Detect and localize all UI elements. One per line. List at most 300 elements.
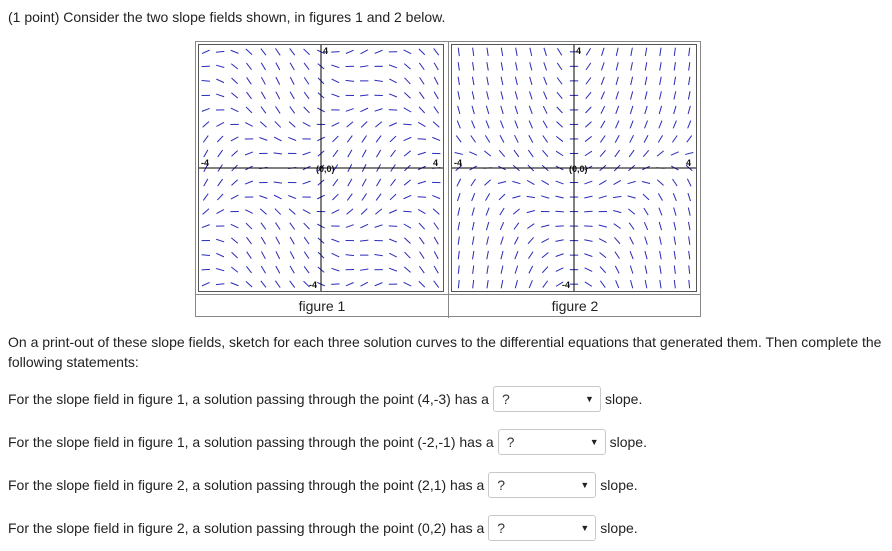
- slope-segment: [473, 251, 474, 259]
- slope-segment: [689, 251, 690, 259]
- slope-segment: [628, 196, 636, 198]
- slope-segment: [290, 77, 294, 84]
- slope-segment: [231, 180, 237, 186]
- slope-segment: [544, 48, 547, 56]
- slope-segment: [260, 122, 266, 128]
- slope-segment: [203, 136, 208, 143]
- slope-segment: [515, 91, 517, 99]
- dropdown-value: ?: [497, 477, 506, 493]
- slope-segment: [660, 77, 662, 85]
- slope-segment: [216, 253, 224, 256]
- slope-segment: [375, 225, 383, 228]
- slope-segment: [361, 122, 367, 128]
- slope-segment: [616, 62, 618, 70]
- slope-segment: [629, 223, 634, 230]
- slope-segment: [361, 282, 368, 286]
- slope-segment: [643, 150, 648, 156]
- slope-segment: [542, 180, 549, 184]
- slope-segment: [544, 77, 547, 85]
- slope-segment: [420, 252, 425, 259]
- slope-segment: [419, 49, 425, 55]
- slope-segment: [501, 266, 503, 274]
- slope-segment: [541, 196, 549, 198]
- slope-segment: [555, 211, 563, 212]
- slope-segment: [204, 150, 208, 157]
- slope-segment: [347, 194, 352, 201]
- slope-segment: [290, 266, 294, 273]
- slope-dropdown[interactable]: [493, 386, 601, 412]
- slope-segment: [202, 255, 210, 256]
- slope-segment: [628, 209, 634, 214]
- slope-segment: [217, 136, 223, 142]
- slope-segment: [276, 237, 280, 244]
- slope-segment: [455, 153, 463, 155]
- slope-segment: [231, 238, 237, 243]
- slope-segment: [433, 209, 439, 215]
- slope-segment: [218, 179, 223, 186]
- slope-segment: [615, 150, 620, 157]
- slope-segment: [645, 62, 647, 70]
- slope-segment: [515, 121, 518, 129]
- slope-segment: [203, 122, 209, 128]
- slope-segment: [486, 121, 489, 129]
- slope-segment: [290, 237, 294, 244]
- slope-segment: [458, 265, 459, 273]
- slope-segment: [346, 109, 354, 112]
- slope-segment: [528, 150, 533, 157]
- slope-segment: [501, 251, 503, 259]
- slope-segment: [585, 282, 592, 286]
- slope-segment: [375, 209, 381, 214]
- slope-segment: [599, 225, 607, 227]
- slope-segment: [542, 252, 548, 257]
- slope-segment: [530, 77, 532, 85]
- slope-segment: [246, 92, 251, 99]
- slope-segment: [458, 280, 459, 288]
- slope-segment: [404, 137, 412, 140]
- slope-segment: [390, 194, 396, 200]
- slope-segment: [529, 106, 532, 114]
- slope-segment: [434, 63, 438, 70]
- slope-segment: [405, 78, 411, 84]
- slope-segment: [500, 208, 504, 215]
- slope-segment: [304, 49, 310, 55]
- slope-segment: [404, 267, 410, 273]
- slope-segment: [515, 106, 518, 114]
- slope-segment: [501, 77, 503, 85]
- x-axis-min-label: -4: [454, 158, 463, 168]
- slope-segment: [276, 63, 280, 70]
- slope-segment: [458, 48, 459, 56]
- slope-segment: [362, 179, 366, 186]
- y-axis-max-label: 4: [323, 46, 329, 56]
- slope-field-figure-2: [451, 44, 697, 292]
- slope-segment: [557, 107, 563, 113]
- slope-segment: [332, 79, 340, 83]
- slope-segment: [274, 137, 281, 141]
- slope-segment: [557, 63, 562, 70]
- slope-segment: [232, 252, 238, 258]
- slope-segment: [216, 210, 223, 214]
- instructions-text: On a print-out of these slope fields, sketch for each three solution curves to the differential equations that generated them. Then complete the following statements:: [8, 334, 882, 370]
- slope-segment: [202, 282, 210, 285]
- slope-segment: [586, 107, 592, 113]
- slope-segment: [419, 266, 424, 273]
- slope-segment: [542, 150, 547, 156]
- slope-segment: [599, 180, 606, 184]
- slope-segment: [616, 280, 619, 288]
- slope-segment: [348, 150, 352, 157]
- slope-segment: [601, 92, 604, 100]
- slope-segment: [472, 121, 475, 129]
- question-row: [8, 515, 638, 541]
- slope-segment: [601, 77, 604, 85]
- slope-segment: [659, 208, 662, 216]
- slope-segment: [347, 122, 353, 127]
- slope-segment: [613, 210, 621, 212]
- slope-segment: [645, 106, 647, 114]
- slope-segment: [498, 182, 506, 184]
- slope-segment: [216, 65, 224, 67]
- slope-segment: [348, 179, 352, 186]
- slope-segment: [645, 77, 647, 85]
- slope-segment: [512, 196, 520, 198]
- slope-segment: [658, 193, 662, 200]
- slope-segment: [432, 137, 440, 140]
- slope-segment: [303, 181, 311, 184]
- dropdown-arrow-icon: ▼: [580, 523, 590, 533]
- slope-segment: [288, 196, 296, 199]
- slope-segment: [487, 237, 489, 245]
- slope-segment: [275, 209, 281, 215]
- figures-table: [195, 41, 701, 317]
- slope-segment: [246, 49, 252, 55]
- question-suffix: slope.: [600, 520, 638, 536]
- slope-segment: [529, 135, 533, 142]
- slope-segment: [274, 195, 281, 199]
- slope-segment: [514, 237, 518, 244]
- slope-segment: [472, 236, 474, 244]
- slope-segment: [660, 48, 661, 56]
- slope-segment: [432, 195, 440, 198]
- slope-segment: [389, 239, 397, 242]
- slope-segment: [689, 62, 690, 70]
- slope-segment: [673, 179, 678, 186]
- slope-segment: [585, 151, 592, 156]
- slope-dropdown[interactable]: [488, 515, 596, 541]
- question-text: For the slope field in figure 1, a solution passing through the point (4,-3) has a: [8, 391, 489, 407]
- slope-segment: [673, 193, 676, 201]
- slope-segment: [458, 222, 460, 230]
- slope-segment: [375, 109, 383, 112]
- slope-segment: [659, 121, 662, 129]
- slope-segment: [231, 267, 238, 272]
- slope-segment: [600, 267, 606, 273]
- slope-segment: [499, 194, 505, 200]
- slope-segment: [232, 78, 238, 84]
- slope-segment: [331, 94, 339, 97]
- slope-segment: [458, 62, 459, 70]
- slope-segment: [527, 196, 535, 197]
- slope-segment: [631, 62, 633, 70]
- slope-segment: [216, 94, 224, 97]
- slope-segment: [218, 150, 223, 157]
- slope-segment: [245, 210, 253, 214]
- slope-segment: [529, 280, 532, 288]
- slope-segment: [404, 50, 412, 54]
- slope-segment: [360, 224, 368, 228]
- slope-segment: [642, 182, 650, 184]
- slope-segment: [501, 62, 503, 70]
- slope-field-figure-1: [198, 44, 444, 292]
- slope-segment: [659, 106, 661, 114]
- slope-segment: [216, 239, 224, 242]
- slope-segment: [484, 180, 490, 186]
- figure-2-caption: figure 2: [449, 294, 701, 318]
- slope-segment: [374, 255, 382, 256]
- slope-segment: [630, 266, 633, 274]
- slope-segment: [557, 122, 563, 128]
- slope-segment: [514, 150, 519, 157]
- slope-segment: [419, 63, 424, 70]
- slope-segment: [404, 108, 411, 112]
- slope-segment: [512, 181, 520, 183]
- slope-segment: [389, 110, 397, 111]
- question-row: [8, 429, 647, 455]
- slope-dropdown[interactable]: [488, 472, 596, 498]
- slope-segment: [689, 280, 690, 288]
- slope-segment: [486, 106, 488, 114]
- slope-segment: [261, 266, 265, 273]
- slope-segment: [332, 136, 338, 142]
- question-row: [8, 472, 638, 498]
- slope-segment: [530, 91, 533, 99]
- slope-segment: [216, 284, 224, 285]
- slope-segment: [484, 151, 491, 156]
- slope-segment: [645, 251, 647, 259]
- slope-segment: [261, 77, 265, 84]
- slope-segment: [404, 195, 412, 198]
- slope-segment: [645, 237, 648, 245]
- slope-segment: [616, 77, 618, 85]
- slope-segment: [586, 92, 591, 98]
- slope-segment: [499, 150, 504, 156]
- slope-segment: [303, 122, 310, 126]
- slope-segment: [245, 181, 253, 184]
- slope-segment: [472, 91, 474, 99]
- slope-segment: [434, 266, 438, 273]
- slope-segment: [544, 62, 547, 70]
- slope-segment: [487, 48, 488, 56]
- slope-segment: [631, 48, 633, 56]
- slope-segment: [660, 266, 661, 274]
- slope-segment: [303, 152, 311, 155]
- slope-segment: [333, 179, 338, 186]
- slope-segment: [458, 91, 460, 99]
- slope-segment: [289, 122, 295, 128]
- slope-segment: [376, 150, 380, 157]
- slope-segment: [671, 152, 679, 155]
- slope-segment: [687, 179, 691, 187]
- slope-segment: [231, 108, 239, 112]
- slope-segment: [513, 209, 519, 214]
- slope-segment: [659, 222, 661, 230]
- slope-segment: [418, 122, 425, 126]
- slope-segment: [501, 91, 503, 99]
- slope-segment: [231, 195, 238, 199]
- slope-segment: [404, 180, 411, 185]
- slope-segment: [333, 150, 338, 157]
- slope-segment: [247, 77, 252, 84]
- slope-segment: [556, 136, 563, 141]
- slope-segment: [360, 95, 368, 96]
- slope-segment: [246, 281, 252, 287]
- slope-segment: [304, 107, 310, 113]
- x-axis-max-label: 4: [433, 158, 439, 168]
- slope-segment: [276, 92, 280, 99]
- slope-segment: [473, 48, 474, 56]
- slope-segment: [275, 281, 280, 288]
- slope-segment: [527, 224, 534, 229]
- slope-segment: [332, 210, 340, 214]
- slope-segment: [274, 153, 282, 154]
- origin-label: (0,0): [569, 164, 588, 174]
- slope-segment: [418, 152, 426, 155]
- slope-segment: [247, 252, 252, 259]
- slope-segment: [376, 136, 381, 143]
- slope-segment: [527, 210, 535, 212]
- slope-segment: [332, 123, 340, 127]
- slope-segment: [332, 253, 340, 257]
- question-text: For the slope field in figure 1, a solution passing through the point (-2,-1) has a: [8, 434, 494, 450]
- slope-segment: [674, 236, 676, 244]
- origin-label: (0,0): [316, 164, 335, 174]
- slope-segment: [557, 77, 562, 84]
- slope-segment: [674, 48, 675, 56]
- slope-segment: [275, 106, 280, 113]
- slope-segment: [674, 265, 675, 273]
- slope-segment: [405, 252, 411, 258]
- slope-segment: [500, 121, 503, 129]
- slope-segment: [346, 80, 354, 81]
- slope-segment: [555, 240, 563, 242]
- slope-segment: [659, 91, 661, 99]
- slope-segment: [616, 121, 619, 129]
- slope-segment: [360, 66, 368, 67]
- slope-segment: [600, 150, 605, 156]
- slope-segment: [362, 135, 367, 142]
- slope-segment: [487, 266, 488, 274]
- slope-segment: [290, 63, 294, 70]
- slope-segment: [434, 106, 439, 113]
- slope-segment: [375, 283, 383, 286]
- slope-segment: [615, 266, 619, 273]
- slope-segment: [541, 239, 548, 243]
- slope-segment: [486, 222, 488, 230]
- slope-segment: [290, 223, 295, 230]
- slope-segment: [458, 207, 460, 215]
- slope-segment: [602, 48, 605, 56]
- slope-segment: [556, 268, 564, 272]
- question-suffix: slope.: [600, 477, 638, 493]
- dropdown-value: ?: [497, 520, 506, 536]
- slope-segment: [389, 79, 396, 83]
- slope-segment: [472, 208, 474, 216]
- slope-segment: [434, 48, 439, 55]
- slope-segment: [584, 240, 592, 242]
- slope-segment: [457, 121, 460, 129]
- slope-segment: [585, 268, 593, 272]
- slope-segment: [217, 194, 223, 200]
- slope-segment: [346, 225, 354, 228]
- dropdown-value: ?: [501, 391, 510, 407]
- slope-segment: [599, 196, 607, 198]
- slope-segment: [261, 251, 265, 258]
- slope-segment: [644, 135, 648, 142]
- slope-segment: [473, 280, 474, 288]
- slope-segment: [231, 224, 239, 228]
- slope-segment: [630, 237, 634, 244]
- slope-segment: [404, 64, 410, 70]
- slope-segment: [346, 255, 354, 256]
- slope-segment: [644, 121, 647, 129]
- slope-segment: [276, 77, 280, 85]
- slope-segment: [434, 77, 438, 84]
- slope-segment: [487, 77, 489, 85]
- slope-segment: [331, 239, 339, 242]
- slope-segment: [304, 92, 309, 99]
- y-axis-min-label: -4: [309, 280, 318, 290]
- slope-segment: [389, 65, 397, 68]
- slope-segment: [202, 50, 210, 53]
- question-suffix: slope.: [609, 434, 647, 450]
- slope-segment: [556, 254, 564, 257]
- slope-segment: [303, 210, 310, 214]
- slope-segment: [501, 280, 503, 288]
- question-text: For the slope field in figure 2, a solution passing through the point (2,1) has a: [8, 477, 485, 493]
- slope-segment: [390, 150, 395, 157]
- slope-segment: [420, 77, 425, 84]
- slope-segment: [487, 62, 488, 70]
- slope-segment: [389, 268, 397, 271]
- slope-segment: [630, 135, 634, 142]
- slope-segment: [434, 223, 439, 230]
- slope-segment: [659, 237, 661, 245]
- slope-segment: [362, 150, 366, 157]
- slope-segment: [404, 224, 411, 228]
- slope-segment: [473, 265, 474, 273]
- slope-segment: [376, 194, 381, 201]
- slope-segment: [543, 281, 548, 288]
- slope-segment: [601, 121, 605, 128]
- question-suffix: slope.: [604, 391, 643, 407]
- slope-segment: [688, 193, 691, 201]
- slope-segment: [231, 283, 239, 286]
- slope-segment: [290, 281, 295, 288]
- slope-segment: [555, 196, 563, 198]
- slope-segment: [660, 280, 661, 288]
- slope-dropdown[interactable]: [498, 429, 606, 455]
- slope-segment: [245, 152, 253, 155]
- slope-segment: [514, 135, 518, 142]
- slope-segment: [290, 48, 295, 55]
- slope-segment: [458, 77, 459, 85]
- slope-segment: [261, 281, 266, 288]
- slope-segment: [515, 280, 517, 288]
- slope-segment: [458, 236, 459, 244]
- question-row: [8, 386, 642, 412]
- slope-segment: [275, 48, 280, 55]
